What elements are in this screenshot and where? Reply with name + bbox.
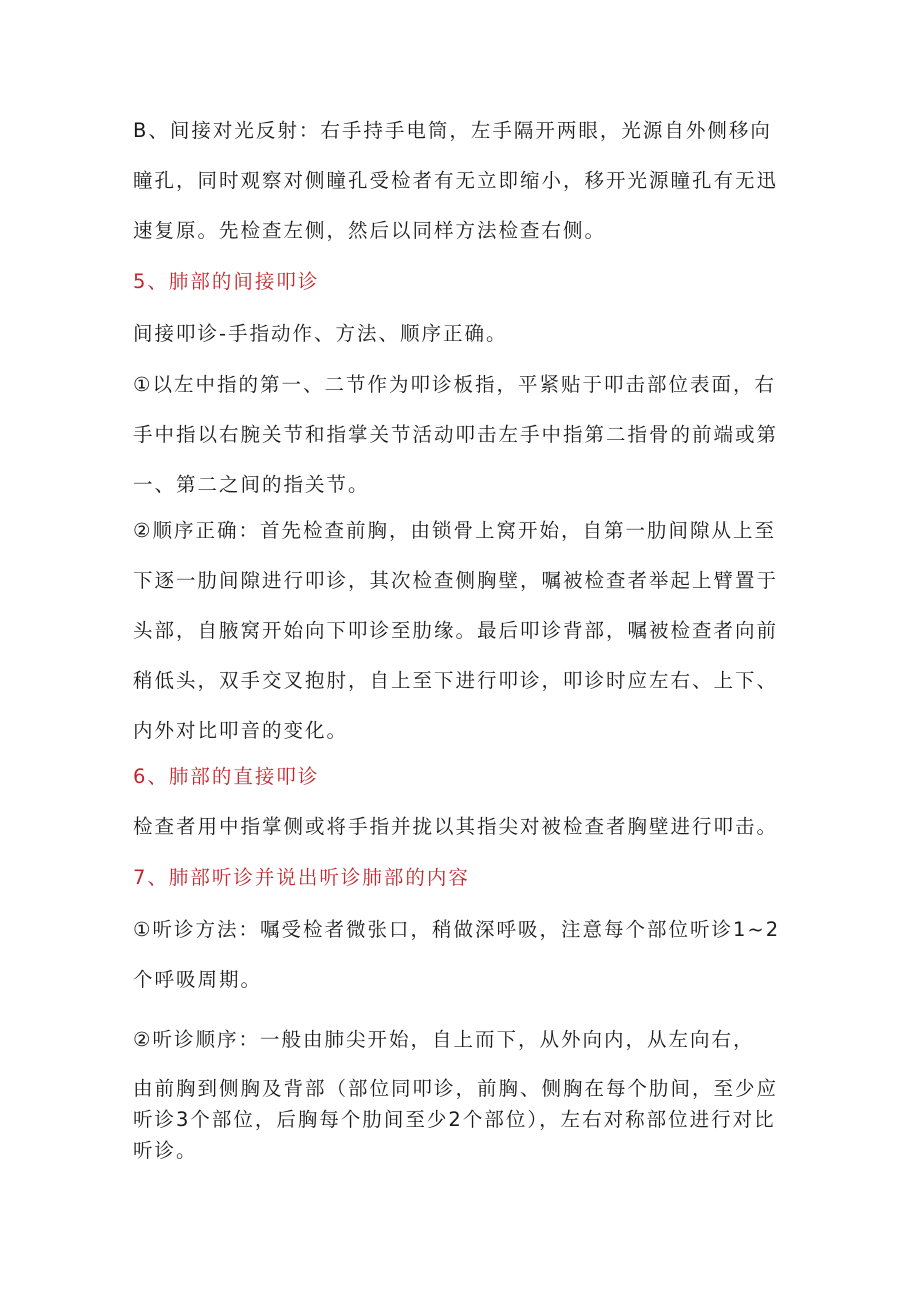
section-heading-6: 6、肺部的直接叩诊: [133, 765, 320, 788]
paragraph-indirect-percussion-summary: 间接叩诊-手指动作、方法、顺序正确。: [133, 322, 508, 345]
paragraph-percussion-order: ②顺序正确：首先检查前胸，由锁骨上窝开始，自第一肋间隙从上至下逐一肋间隙进行叩诊，其次检查侧胸壁，嘱被检查者举起上臂置于头部，自腋窝开始向下叩诊至肋缘。最后叩诊背部，嘱被检查者向前稍低头，双手交叉抱肘，自上至下进行叩诊，叩诊时应左右、上下、内外对比叩音的变化。: [133, 519, 779, 742]
section-heading-7: 7、肺部听诊并说出听诊肺部的内容: [133, 866, 470, 889]
paragraph-indirect-light-reflex: B、间接对光反射：右手持手电筒，左手隔开两眼，光源自外侧移向瞳孔，同时观察对侧瞳孔受检者有无立即缩小，移开光源瞳孔有无迅速复原。先检查左侧，然后以同样方法检查右侧。: [133, 119, 779, 242]
section-heading-5: 5、肺部的间接叩诊: [133, 270, 320, 293]
paragraph-auscultation-order: ②听诊顺序：一般由肺尖开始，自上而下，从外向内，从左向右，: [133, 1028, 755, 1051]
paragraph-percussion-method: ①以左中指的第一、二节作为叩诊板指，平紧贴于叩击部位表面，右手中指以右腕关节和指掌关节活动叩击左手中指第二指骨的前端或第一、第二之间的指关节。: [133, 373, 779, 496]
paragraph-auscultation-sequence: 由前胸到侧胸及背部（部位同叩诊，前胸、侧胸在每个肋间，至少应听诊3个部位，后胸每个肋间至少2个部位），左右对称部位进行对比听诊。: [133, 1077, 779, 1162]
paragraph-auscultation-method: ①听诊方法：嘱受检者微张口，稍做深呼吸，注意每个部位听诊1~2个呼吸周期。: [133, 918, 781, 991]
paragraph-direct-percussion: 检查者用中指掌侧或将手指并拢以其指尖对被检查者胸壁进行叩击。: [133, 815, 779, 838]
